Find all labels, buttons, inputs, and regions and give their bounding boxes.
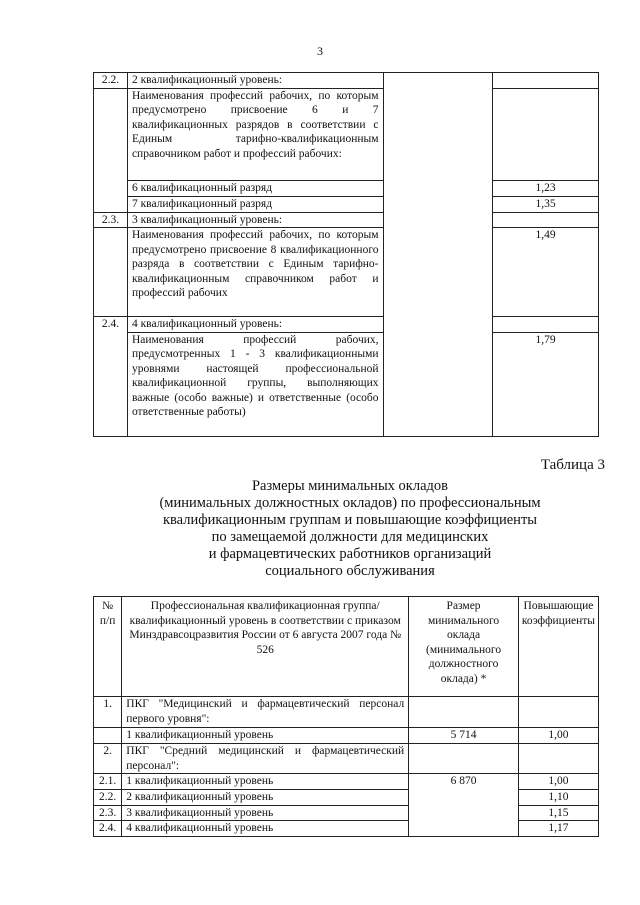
table-row (94, 790, 599, 806)
table-row (94, 228, 599, 317)
row-text: 6 квалификационный разряд (127, 180, 383, 196)
row-text: 4 квалификационный уровень: (127, 317, 383, 333)
row-text: Наименования профессий рабочих, по которым предусмотрено присвоение 6 и 7 квалификационных разрядов в соответствии с Единым тарифно-квалификационным справочником работ и профессий рабочих: (127, 88, 383, 180)
table-row (94, 805, 599, 821)
row-value (493, 73, 599, 89)
row-text: ПКГ "Медицинский и фармацевтический персонал первого уровня": (122, 697, 409, 728)
row-text: 1 квалификационный уровень (122, 728, 409, 744)
table-title (110, 478, 590, 580)
row-coef: 1,00 (518, 774, 598, 790)
header-num: № п/п (94, 597, 122, 697)
row-value (493, 212, 599, 228)
title-line: социального обслуживания (265, 563, 435, 579)
row-salary: 6 870 (409, 774, 519, 837)
header-row (94, 597, 599, 697)
row-text: ПКГ "Средний медицинский и фармацевтический персонал": (122, 744, 409, 774)
header-salary: Размер минимального оклада (минимального должностного оклада) * (409, 597, 519, 697)
table-row (94, 196, 599, 212)
table-row (94, 697, 599, 728)
row-coef: 1,17 (518, 821, 598, 837)
table-row (94, 774, 599, 790)
row-value (493, 88, 599, 180)
table-row (94, 728, 599, 744)
row-salary (409, 744, 519, 774)
row-salary: 5 714 (409, 728, 519, 744)
table-row (94, 317, 599, 333)
table-row (94, 212, 599, 228)
title-line: квалификационным группам и повышающие коэффициенты (162, 512, 538, 528)
row-coef (518, 697, 598, 728)
header-coef: Повышающие коэффициенты (518, 597, 598, 697)
row-number: 2.4. (94, 821, 122, 837)
row-value (493, 317, 599, 333)
title-line: по замещаемой должности для медицинских (211, 529, 489, 545)
row-number (94, 88, 128, 180)
row-number (94, 728, 122, 744)
row-text: 1 квалификационный уровень (122, 774, 409, 790)
row-number: 2.4. (94, 317, 128, 333)
row-number (94, 228, 128, 317)
row-value: 1,49 (493, 228, 599, 317)
table-label: Таблица 3 (540, 457, 605, 473)
table-row (94, 744, 599, 774)
row-coef: 1,00 (518, 728, 598, 744)
table-row (94, 73, 599, 89)
row-text: Наименования профессий рабочих, по которым предусмотрено присвоение 8 квалификационного разряда в соответствии с Единым тарифно-квалификационным справочником работ и профессий рабочих (127, 228, 383, 317)
row-number: 2.2. (94, 73, 128, 89)
row-text: 3 квалификационный уровень (122, 805, 409, 821)
row-number (94, 332, 128, 436)
row-coef: 1,10 (518, 790, 598, 806)
row-number: 2.3. (94, 805, 122, 821)
table-row (94, 88, 599, 180)
row-text: 4 квалификационный уровень (122, 821, 409, 837)
row-number: 2.1. (94, 774, 122, 790)
row-number: 1. (94, 697, 122, 728)
row-value: 1,35 (493, 196, 599, 212)
row-text: 7 квалификационный разряд (127, 196, 383, 212)
row-salary (409, 697, 519, 728)
table-row (94, 180, 599, 196)
row-number (94, 180, 128, 196)
row-value: 1,23 (493, 180, 599, 196)
row-number: 2. (94, 744, 122, 774)
row-number: 2.3. (94, 212, 128, 228)
row-coef: 1,15 (518, 805, 598, 821)
row-text: 2 квалификационный уровень (122, 790, 409, 806)
salary-table (93, 596, 599, 837)
title-line: (минимальных должностных окладов) по профессиональным (159, 495, 541, 511)
row-number (94, 196, 128, 212)
title-line: и фармацевтических работников организаций (208, 546, 492, 562)
title-line: Размеры минимальных окладов (251, 478, 448, 494)
row-text: Наименования профессий рабочих, предусмотренных 1 - 3 квалификационными уровнями настоящей профессиональной квалификационной группы, выполняющих важные (особо важные) и ответственные (особо ответственные работы) (127, 332, 383, 436)
table-row (94, 821, 599, 837)
previous-table (93, 72, 599, 437)
row-value: 1,79 (493, 332, 599, 436)
row-coef (518, 744, 598, 774)
page-number: 3 (317, 44, 323, 58)
header-group: Профессиональная квалификационная группа/квалификационный уровень в соответствии с приказом Минздравсоцразвития России от 6 августа 2007 года № 526 (122, 597, 409, 697)
row-number: 2.2. (94, 790, 122, 806)
row-text: 2 квалификационный уровень: (127, 73, 383, 89)
row-text: 3 квалификационный уровень: (127, 212, 383, 228)
table-row (94, 332, 599, 436)
empty-column (383, 73, 493, 437)
